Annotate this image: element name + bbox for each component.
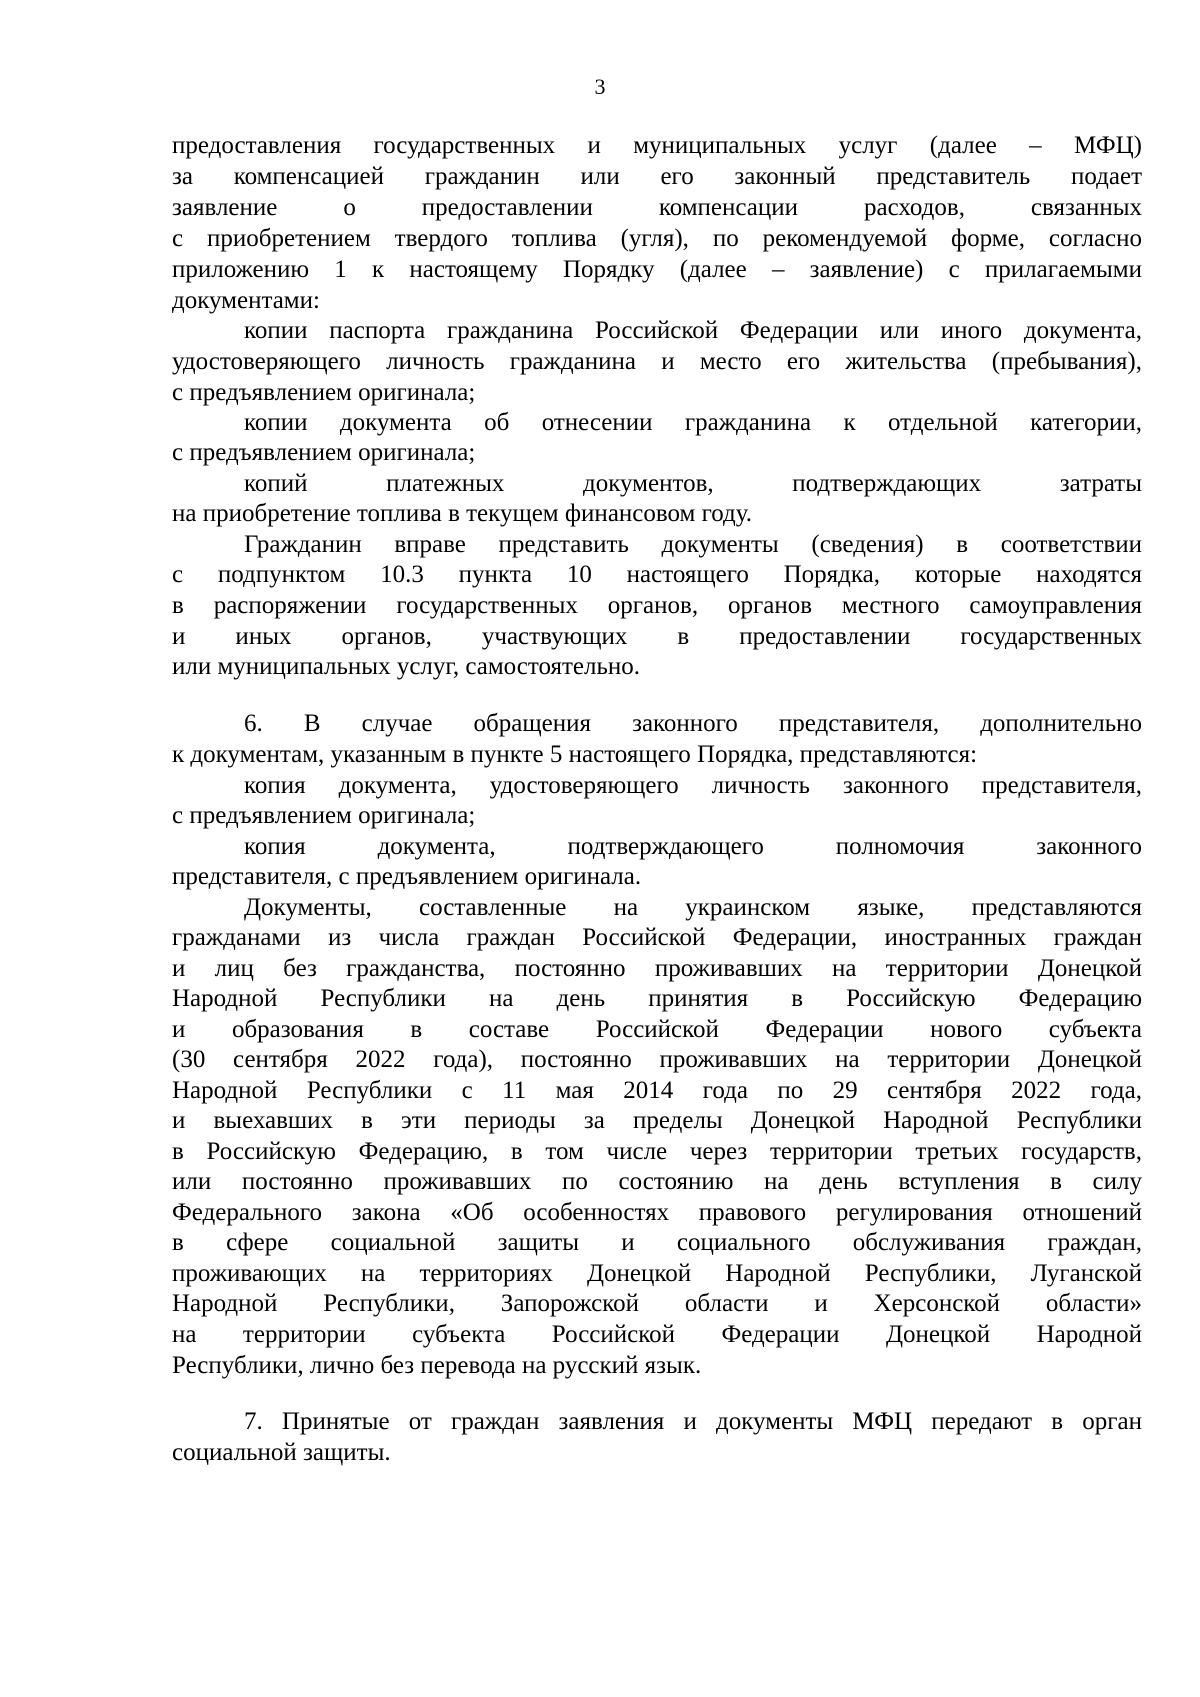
text-line: гражданами из числа граждан Российской Федерации, иностранных граждан bbox=[172, 924, 1142, 951]
text-line: копии паспорта гражданина Российской Федерации или иного документа, bbox=[244, 317, 1142, 344]
text-line: и образования в составе Российской Федерации нового субъекта bbox=[172, 1016, 1142, 1043]
text-line: с предъявлением оригинала; bbox=[172, 379, 476, 406]
text-line: Федерального закона «Об особенностях правового регулирования отношений bbox=[172, 1199, 1142, 1226]
text-line: за компенсацией гражданин или его законный представитель подает bbox=[172, 163, 1142, 190]
text-line: Гражданин вправе представить документы (сведения) в соответствии bbox=[244, 531, 1142, 558]
text-line: в Российскую Федерацию, в том числе через территории третьих государств, bbox=[172, 1138, 1142, 1165]
text-line: предоставления государственных и муниципальных услуг (далее – МФЦ) bbox=[172, 132, 1142, 159]
text-line: (30 сентября 2022 года), постоянно проживавших на территории Донецкой bbox=[172, 1046, 1142, 1073]
text-line: с приобретением твердого топлива (угля), по рекомендуемой форме, согласно bbox=[172, 225, 1142, 252]
text-line: копия документа, подтверждающего полномочия законного bbox=[244, 833, 1142, 860]
text-line: Республики, лично без перевода на русский язык. bbox=[172, 1352, 702, 1379]
text-line: заявление о предоставлении компенсации расходов, связанных bbox=[172, 194, 1142, 221]
text-line: приложению 1 к настоящему Порядку (далее – заявление) с прилагаемыми bbox=[172, 256, 1142, 283]
text-line: 7. Принятые от граждан заявления и документы МФЦ передают в орган bbox=[244, 1408, 1142, 1435]
text-line: 6. В случае обращения законного представителя, дополнительно bbox=[244, 710, 1142, 737]
text-line: или муниципальных услуг, самостоятельно. bbox=[172, 653, 641, 680]
text-line: Народной Республики, Запорожской области и Херсонской области» bbox=[172, 1290, 1142, 1317]
text-line: проживающих на территориях Донецкой Народной Республики, Луганской bbox=[172, 1260, 1142, 1287]
text-line: с предъявлением оригинала; bbox=[172, 439, 476, 466]
text-line: представителя, с предъявлением оригинала. bbox=[172, 863, 642, 890]
text-line: копии документа об отнесении гражданина к отдельной категории, bbox=[244, 409, 1142, 436]
text-line: или постоянно проживавших по состоянию на день вступления в силу bbox=[172, 1168, 1142, 1195]
text-line: Народной Республики на день принятия в Российскую Федерацию bbox=[172, 985, 1142, 1012]
text-line: и лиц без гражданства, постоянно проживавших на территории Донецкой bbox=[172, 955, 1142, 982]
page-number: 3 bbox=[594, 74, 606, 99]
text-line: к документам, указанным в пункте 5 настоящего Порядка, представляются: bbox=[172, 741, 978, 768]
text-line: в сфере социальной защиты и социального обслуживания граждан, bbox=[172, 1229, 1142, 1256]
text-line: Документы, составленные на украинском языке, представляются bbox=[244, 894, 1142, 921]
text-line: копия документа, удостоверяющего личность законного представителя, bbox=[244, 772, 1142, 799]
text-line: Народной Республики с 11 мая 2014 года по 29 сентября 2022 года, bbox=[172, 1077, 1142, 1104]
text-line: с предъявлением оригинала; bbox=[172, 802, 476, 829]
text-line: с подпунктом 10.3 пункта 10 настоящего Порядка, которые находятся bbox=[172, 561, 1142, 588]
text-line: и иных органов, участвующих в предоставлении государственных bbox=[172, 623, 1142, 650]
text-line: копий платежных документов, подтверждающих затраты bbox=[244, 470, 1142, 497]
text-line: на территории субъекта Российской Федерации Донецкой Народной bbox=[172, 1321, 1142, 1348]
text-line: на приобретение топлива в текущем финансовом году. bbox=[172, 500, 752, 527]
text-line: в распоряжении государственных органов, органов местного самоуправления bbox=[172, 592, 1142, 619]
text-line: и выехавших в эти периоды за пределы Донецкой Народной Республики bbox=[172, 1107, 1142, 1134]
text-line: социальной защиты. bbox=[172, 1439, 391, 1466]
text-line: документами: bbox=[172, 287, 320, 314]
text-line: удостоверяющего личность гражданина и место его жительства (пребывания), bbox=[172, 348, 1142, 375]
